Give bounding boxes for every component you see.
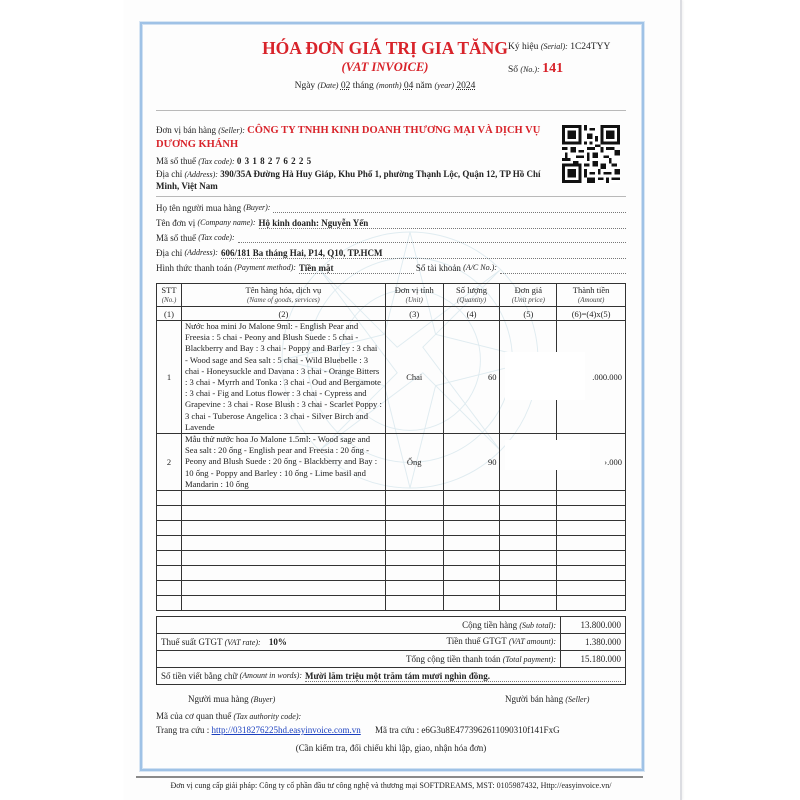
table-row-empty [157,581,626,596]
divider [156,110,626,111]
lookup-site-link[interactable]: http://0318276225hd.easyinvoice.com.vn [211,725,361,735]
col-code: (2) [181,307,385,321]
empty-cell [557,581,626,596]
serial-label-en: (Serial): [540,42,568,51]
tax-authority-label-en: (Tax authority code): [233,712,302,721]
seller-tax-line [156,156,312,166]
account-value [500,263,626,274]
words-row [157,668,626,685]
table-row-empty [157,551,626,566]
row-amount: ›.000 [557,434,626,491]
words-value: Mười lăm triệu một trăm tám mươi nghìn đồng. [305,671,621,682]
buyer-tax-line [156,233,626,243]
redaction-patch [505,440,590,470]
row-description: Nước hoa mini Jo Malone 9ml: - English Pear and Freesia : 5 chai - Peony and Blush Suede : 5 chai - Blackberry and Bay : 3 chai - Poppy and Barley : 3 chai - Wood sage and Sea salt : 5 chai - Wild Bluebelle : 3 chai - Honeysuckle and Davana : 3 chai - Orange Bitters : 3 chai - Myrrh and Tonka : 3 chai - Oud and Bergamote : 3 chai - Fig and Lotus flower : 3 chai - Cypress and Grapevine : 3 chai - Rose Blush : 3 chai - Scarlet Poppy : 3 chai - Tuberose Angelica : 3 chai - Silver Birch and Lavende [181,321,385,434]
date-year-label: năm [415,81,433,91]
buyer-address-line [156,248,626,259]
table-row-empty [157,566,626,581]
date-month-label: tháng [352,81,374,91]
table-row-empty [157,491,626,506]
col-label: STT [161,285,177,295]
buyer-company-value: Hộ kinh doanh: Nguyễn Yến [259,218,627,229]
buyer-name-value [273,203,626,213]
empty-cell [157,596,182,611]
empty-cell [157,581,182,596]
buyer-name-label-en: (Buyer): [243,203,271,212]
empty-cell [443,566,500,581]
payment-label: Hình thức thanh toán [156,263,233,273]
empty-cell [557,551,626,566]
col-code: (3) [385,307,443,321]
seller-line [156,125,540,136]
table-row-empty [157,596,626,611]
empty-cell [385,566,443,581]
empty-cell [443,506,500,521]
total-label-en: (Total payment): [502,655,556,664]
empty-cell [181,596,385,611]
buyer-company-label-en: (Company name): [197,218,256,227]
empty-cell [500,491,557,506]
empty-cell [157,551,182,566]
empty-cell [385,551,443,566]
empty-cell [157,536,182,551]
col-label: Tên hàng hóa, dịch vụ [245,285,322,295]
buyer-payment-line [156,263,626,274]
vat-rate-label-en: (VAT rate): [224,638,261,647]
date-day-label-en: (Date) [317,81,339,90]
seller-signature-label-en: (Seller) [565,695,590,704]
lookup-site-label: Trang tra cứu : [156,725,210,735]
date-year-label-en: (year) [434,81,455,90]
tax-authority-label: Mã của cơ quan thuế [156,711,232,721]
invoice-subtitle: (VAT INVOICE) [341,60,429,74]
empty-cell [443,596,500,611]
empty-cell [443,551,500,566]
seller-address-line [156,169,541,179]
col-label: Đơn giá [514,285,543,295]
seller-address: 390/35A Đường Hà Huy Giáp, Khu Phố 1, phường Thạnh Lộc, Quận 12, TP Hồ Chí [220,169,541,179]
buyer-name-line [156,203,626,213]
lookup-code-label: Mã tra cứu : [375,725,420,735]
empty-cell [385,506,443,521]
buyer-signature-label: Người mua hàng [188,694,249,704]
vat-rate-label: Thuế suất GTGT [161,637,223,647]
invoice-title: HÓA ĐƠN GIÁ TRỊ GIA TĂNG [262,38,508,58]
empty-cell [181,536,385,551]
empty-cell [385,521,443,536]
total-row [157,651,626,668]
buyer-address-label-en: (Address): [184,248,218,257]
empty-cell [385,581,443,596]
empty-cell [157,566,182,581]
seller-tax-label: Mã số thuế [156,156,196,166]
empty-cell [557,596,626,611]
col-code: (5) [500,307,557,321]
total-label-cell [157,651,561,668]
subtotal-label: Cộng tiền hàng [462,620,518,630]
col-code: (6)=(4)x(5) [557,307,626,321]
invoice-number: 141 [542,61,564,76]
col-code: (4) [443,307,500,321]
words-cell [157,668,626,685]
col-label-en: (Unit) [405,296,423,304]
date-day-label: Ngày [294,81,316,91]
subtotal-label-en: (Sub total): [519,621,556,630]
account-label: Số tài khoản [415,263,461,273]
vat-amount-label: Tiền thuế GTGT [446,636,507,646]
col-header-unit [385,284,443,307]
redaction-patch [505,352,585,400]
words-label-en: (Amount in words): [239,670,302,680]
empty-cell [181,521,385,536]
serial-label: Ký hiệu [508,42,539,52]
vat-label-cell [157,634,561,651]
col-label-en: (No.) [161,296,177,304]
date-year: 2024 [456,81,476,91]
seller-signature [505,694,589,704]
invoice-date [240,81,530,91]
empty-cell [500,566,557,581]
col-header-name [181,284,385,307]
table-code-row [157,307,626,321]
empty-cell [443,521,500,536]
date-day: 02 [340,81,351,91]
lookup-note: (Cần kiểm tra, đối chiếu khi lập, giao, nhận hóa đơn) [295,743,487,753]
subtotal-row [157,617,626,634]
col-label-en: (Amount) [577,296,605,304]
empty-cell [157,521,182,536]
seller-label: Đơn vị bán hàng [156,125,216,135]
empty-cell [500,551,557,566]
col-label-en: (Name of goods, services) [247,296,320,304]
table-row-empty [157,521,626,536]
col-header-no [157,284,182,307]
empty-cell [385,536,443,551]
empty-cell [181,581,385,596]
vat-rate-value: 10% [268,637,287,647]
footer-divider [136,776,643,778]
empty-cell [557,566,626,581]
empty-cell [500,506,557,521]
empty-cell [557,491,626,506]
row-quantity: 90 [443,434,500,491]
empty-cell [500,521,557,536]
number-line [508,61,563,77]
seller-name: CÔNG TY TNHH KINH DOANH THƯƠNG MẠI VÀ DỊCH VỤ [247,125,541,136]
vat-amount-label-en: (VAT amount): [508,637,556,646]
row-unit: Ống [385,434,443,491]
empty-cell [557,536,626,551]
empty-cell [500,596,557,611]
qr-code-icon [562,125,620,183]
vat-amount-value: 1.380.000 [561,634,626,651]
empty-cell [181,491,385,506]
words-label: Số tiền viết bằng chữ [161,670,238,681]
col-label: Số lượng [455,285,488,295]
account-label-en: (A/C No.): [463,263,497,272]
serial-line [508,42,610,52]
row-unit: Chai [385,321,443,434]
subtotal-value: 13.800.000 [561,617,626,634]
col-label-en: (Quantity) [456,296,487,304]
buyer-company-line [156,218,626,229]
buyer-tax-value [238,233,626,243]
empty-cell [181,551,385,566]
empty-cell [500,536,557,551]
divider [156,196,626,197]
empty-cell [181,566,385,581]
tax-authority-line [156,711,301,721]
serial-value: 1C24TYY [570,42,611,52]
date-month-label-en: (month) [376,81,402,90]
buyer-signature-label-en: (Buyer) [250,695,276,704]
row-no: 1 [157,321,182,434]
col-label-en: (Unit price) [511,296,545,304]
empty-cell [385,596,443,611]
number-label: Số [508,65,519,75]
row-description: Mẫu thử nước hoa Jo Malone 1.5ml: - Wood sage and Sea salt : 20 ống - English pear and Freesia : 20 ống - Peony and Blush Suede : 20 ống - Blackberry and Bay : 10 ống - Poppy and Barley : 10 ống - Lime basil and Mandarin : 10 ống [181,434,385,491]
col-header-quantity [443,284,500,307]
number-label-en: (No.): [520,65,540,74]
subtotal-label-cell [157,617,561,634]
vat-row [157,634,626,651]
seller-tax-label-en: (Tax code): [198,157,235,166]
empty-cell [557,506,626,521]
seller-address-label: Địa chỉ [156,169,183,179]
lookup-line [156,725,560,735]
empty-cell [443,536,500,551]
row-quantity: 60 [443,321,500,434]
col-header-amount [557,284,626,307]
col-header-unit-price [500,284,557,307]
empty-cell [385,491,443,506]
col-code: (1) [157,307,182,321]
row-amount: .000.000 [557,321,626,434]
seller-address-cont: Minh, Việt Nam [156,181,218,191]
buyer-address-label: Địa chỉ [156,248,183,258]
empty-cell [157,491,182,506]
totals-table [156,616,626,685]
date-month: 04 [403,81,414,91]
total-value: 15.180.000 [561,651,626,668]
seller-tax-code: 0 3 1 8 2 7 6 2 2 5 [236,156,312,166]
lookup-code-value: e6G3u8E4773962611090310f141FxG [421,725,560,735]
empty-cell [157,506,182,521]
buyer-signature [188,694,275,704]
seller-signature-label: Người bán hàng [505,694,564,704]
payment-value: Tiền mặt [299,263,414,274]
empty-cell [500,581,557,596]
buyer-tax-label: Mã số thuế [156,233,196,243]
col-label: Thành tiền [572,285,610,295]
empty-cell [443,491,500,506]
seller-label-en: (Seller): [218,126,245,135]
empty-cell [443,581,500,596]
table-row-empty [157,506,626,521]
footer-provider: Đơn vị cung cấp giải pháp: Công ty cổ phần đầu tư công nghệ và thương mại SOFTDREAMS, MST: 0105987432, Http://easyinvoice.vn/ [170,781,612,790]
buyer-name-label: Họ tên người mua hàng [156,203,242,213]
empty-cell [557,521,626,536]
buyer-company-label: Tên đơn vị [156,218,196,228]
col-label: Đơn vị tính [394,285,434,295]
seller-name-cont: DƯƠNG KHÁNH [156,139,239,150]
empty-cell [181,506,385,521]
row-no: 2 [157,434,182,491]
table-row-empty [157,536,626,551]
buyer-address-value: 606/181 Ba tháng Hai, P14, Q10, TP.HCM [221,248,626,259]
total-label: Tổng cộng tiền thanh toán [406,654,501,664]
table-header-row [157,284,626,307]
seller-address-label-en: (Address): [184,170,218,179]
buyer-tax-label-en: (Tax code): [198,233,235,242]
payment-label-en: (Payment method): [234,263,296,272]
